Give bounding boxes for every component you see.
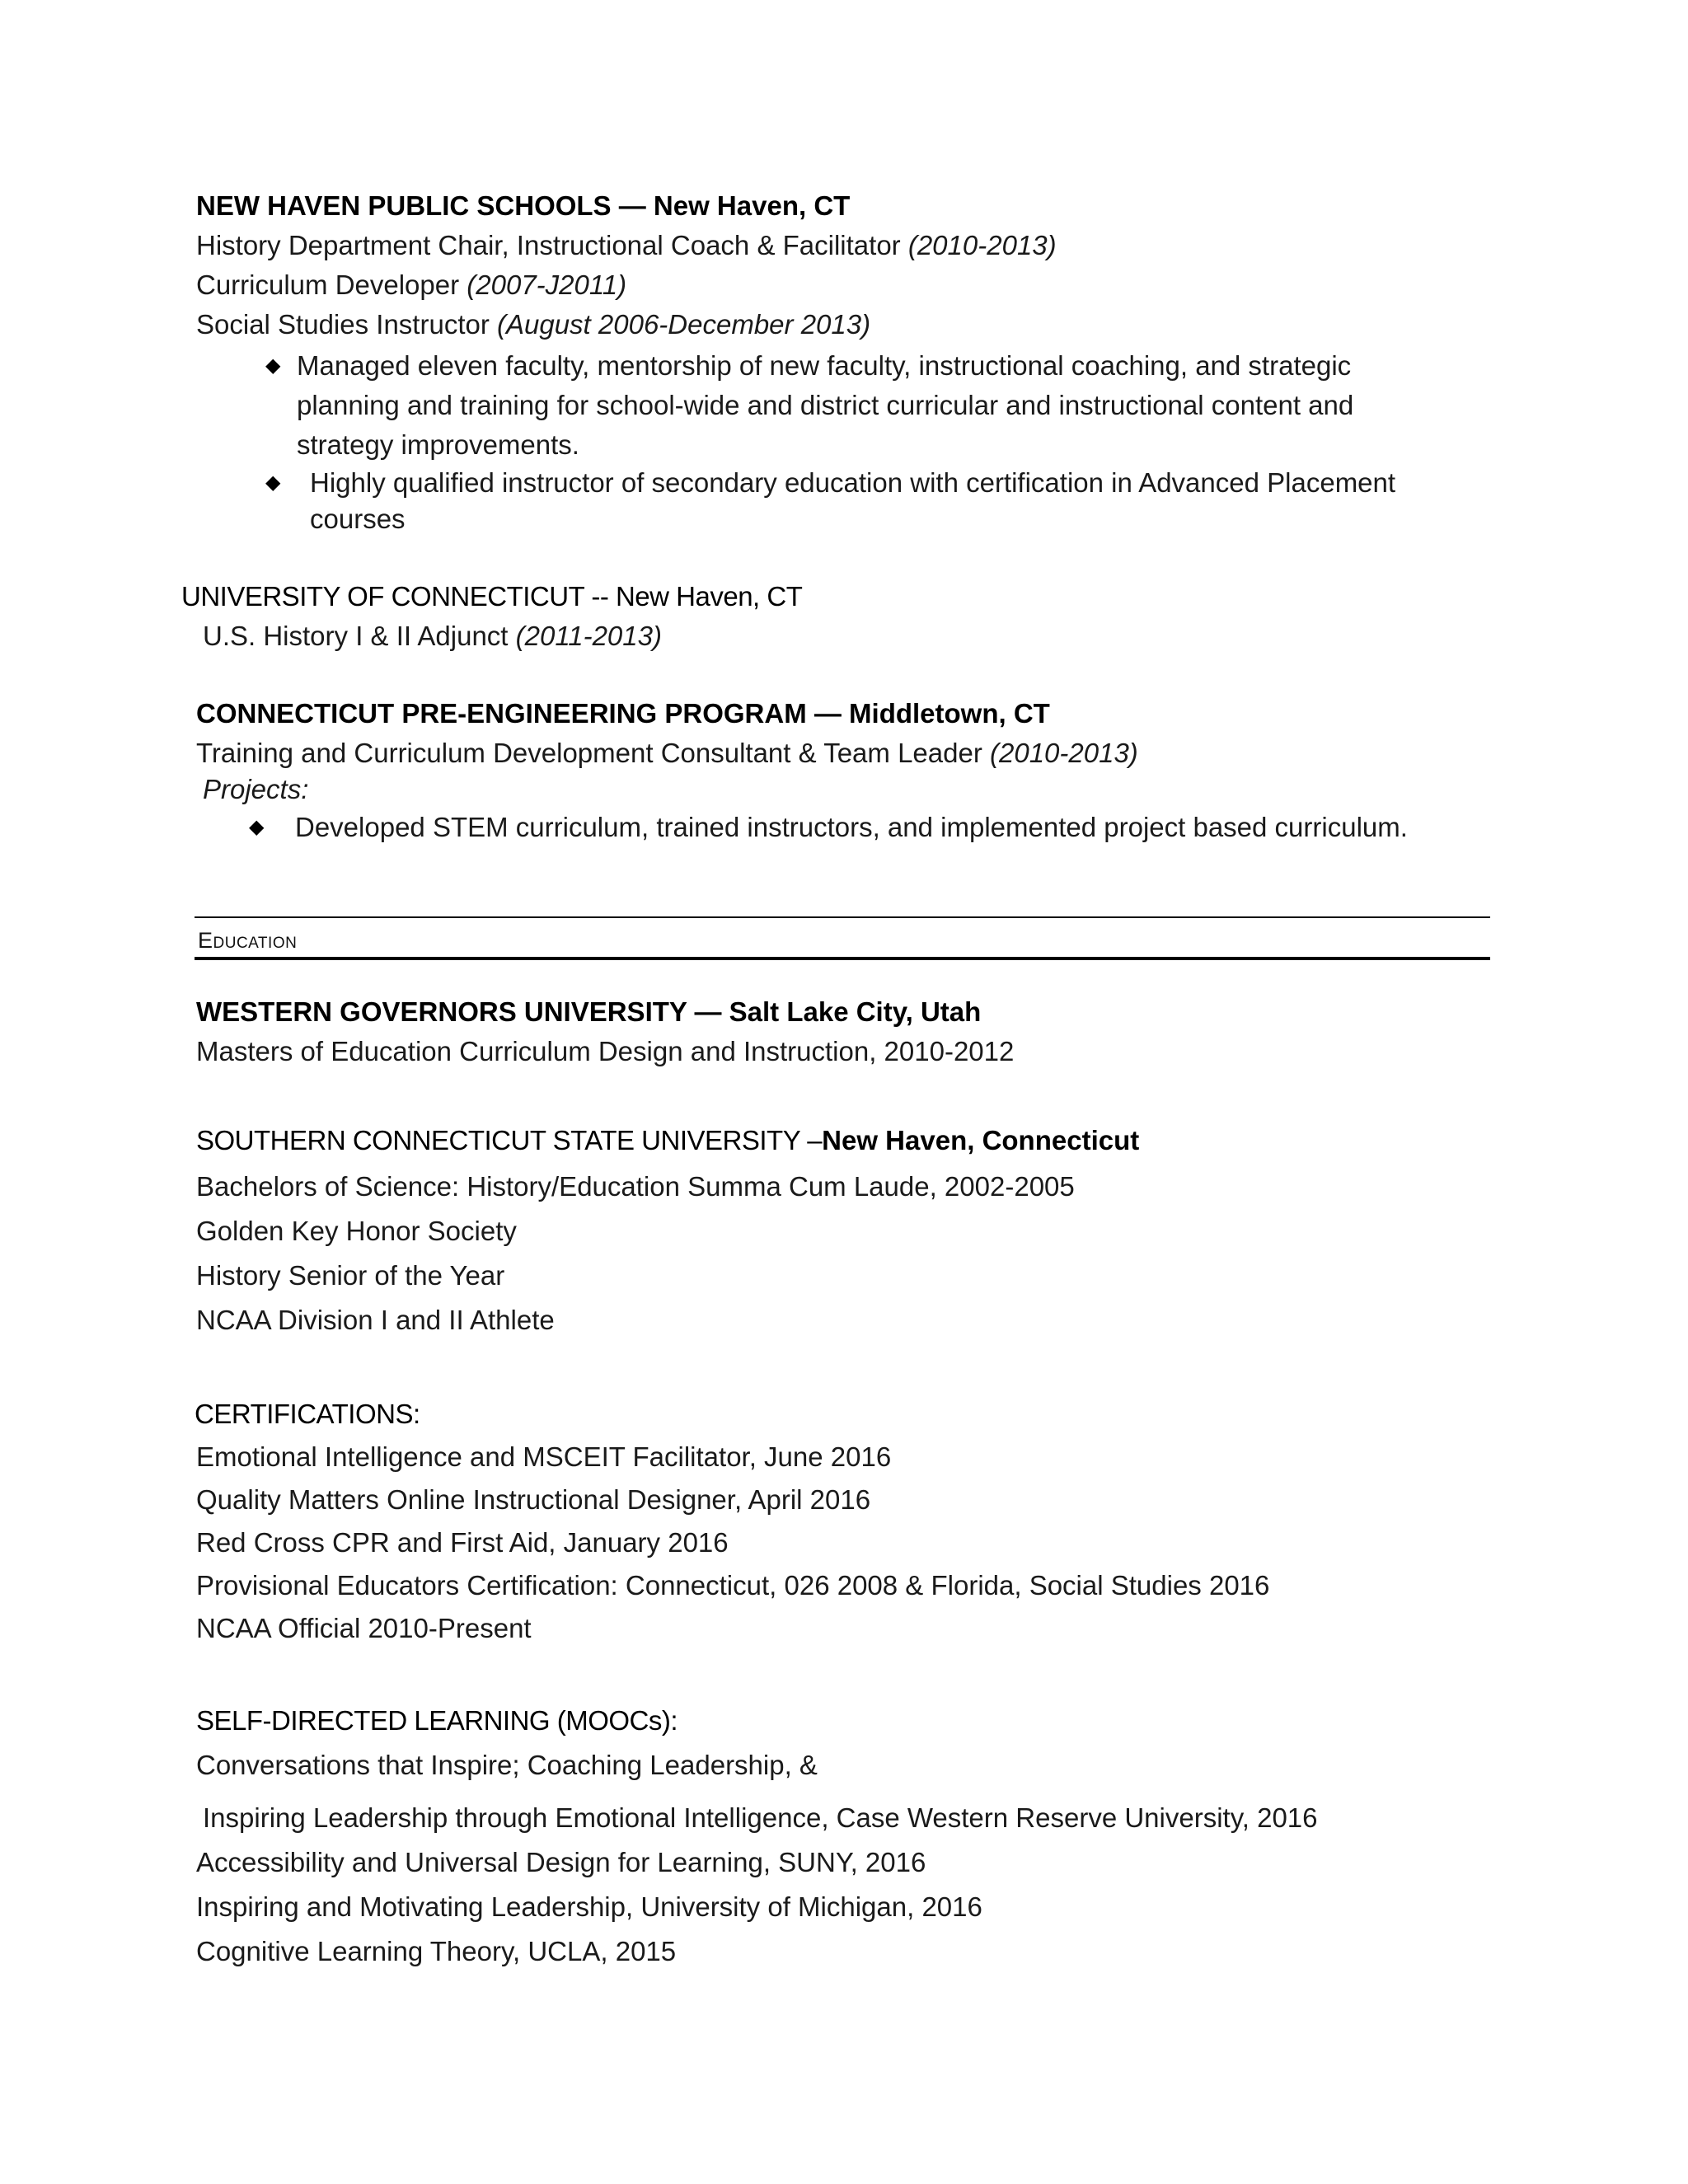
certification-item: NCAA Official 2010-Present — [196, 1613, 532, 1643]
scsu-heading-location: New Haven, Connecticut — [822, 1125, 1140, 1155]
nhps-bullet-1-line-2: planning and training for school-wide and district curricular and instructional content and — [297, 390, 1354, 420]
mooc-item: Inspiring Leadership through Emotional Intelligence, Case Western Reserve University, 2016 — [203, 1802, 1318, 1833]
certification-item: Emotional Intelligence and MSCEIT Facilitator, June 2016 — [196, 1441, 892, 1472]
scsu-heading — [196, 1124, 1139, 1157]
section-divider-top — [195, 916, 1490, 918]
nhps-role-instructor-title: Social Studies Instructor — [196, 309, 497, 340]
nhps-role-developer-dates: (2007-J2011) — [467, 269, 627, 300]
uconn-heading: UNIVERSITY OF CONNECTICUT -- New Haven, CT — [181, 581, 803, 612]
nhps-role-developer — [196, 269, 626, 302]
nhps-bullet-1-line-1: Managed eleven faculty, mentorship of new faculty, instructional coaching, and strategic — [297, 350, 1352, 381]
nhps-role-chair — [196, 229, 1057, 262]
scsu-line: History Senior of the Year — [196, 1260, 505, 1291]
nhps-role-chair-dates: (2010-2013) — [907, 230, 1057, 260]
scsu-line: Golden Key Honor Society — [196, 1216, 517, 1246]
certification-item: Quality Matters Online Instructional Designer, April 2016 — [196, 1484, 871, 1515]
cpep-role — [196, 737, 1138, 770]
scsu-line: NCAA Division I and II Athlete — [196, 1305, 555, 1335]
nhps-bullet-2-line-2: courses — [310, 504, 406, 534]
nhps-role-chair-title: History Department Chair, Instructional Coach & Facilitator — [196, 230, 908, 260]
nhps-bullet-1-line-3: strategy improvements. — [297, 429, 579, 460]
wgu-degree: Masters of Education Curriculum Design and Instruction, 2010-2012 — [196, 1036, 1015, 1066]
scsu-line: Bachelors of Science: History/Education Summa Cum Laude, 2002-2005 — [196, 1171, 1075, 1202]
cpep-role-dates: (2010-2013) — [990, 738, 1138, 768]
section-divider-bottom — [195, 957, 1490, 960]
cpep-projects-label: Projects: — [203, 774, 309, 804]
diamond-bullet-icon: ◆ — [249, 816, 265, 838]
uconn-role — [203, 620, 662, 653]
certification-item: Red Cross CPR and First Aid, January 2016 — [196, 1527, 729, 1558]
mooc-item: Cognitive Learning Theory, UCLA, 2015 — [196, 1936, 677, 1966]
uconn-role-title: U.S. History I & II Adjunct — [203, 621, 516, 651]
education-section-title: Education — [198, 928, 298, 953]
mooc-item: Inspiring and Motivating Leadership, University of Michigan, 2016 — [196, 1891, 982, 1922]
nhps-role-instructor-dates: (August 2006-December 2013) — [497, 309, 871, 340]
certification-item: Provisional Educators Certification: Connecticut, 026 2008 & Florida, Social Studies 2016 — [196, 1570, 1270, 1601]
diamond-bullet-icon: ◆ — [265, 354, 281, 377]
nhps-role-developer-title: Curriculum Developer — [196, 269, 467, 300]
scsu-heading-name: SOUTHERN CONNECTICUT STATE UNIVERSITY – — [196, 1125, 823, 1155]
certifications-heading: CERTIFICATIONS: — [195, 1399, 420, 1429]
cpep-heading: CONNECTICUT PRE-ENGINEERING PROGRAM — Middletown, CT — [196, 698, 1050, 729]
mooc-item: Conversations that Inspire; Coaching Leadership, & — [196, 1750, 818, 1780]
uconn-role-dates: (2011-2013) — [515, 621, 662, 651]
nhps-bullet-2-line-1: Highly qualified instructor of secondary education with certification in Advanced Placement — [310, 467, 1396, 498]
wgu-heading: WESTERN GOVERNORS UNIVERSITY — Salt Lake City, Utah — [196, 996, 982, 1027]
cpep-role-title: Training and Curriculum Development Consultant & Team Leader — [196, 738, 990, 768]
mooc-item: Accessibility and Universal Design for Learning, SUNY, 2016 — [196, 1847, 926, 1877]
nhps-heading: NEW HAVEN PUBLIC SCHOOLS — New Haven, CT — [196, 190, 851, 221]
self-directed-heading: SELF-DIRECTED LEARNING (MOOCs): — [196, 1705, 678, 1736]
nhps-role-instructor — [196, 308, 870, 341]
diamond-bullet-icon: ◆ — [265, 471, 281, 494]
cpep-bullet: Developed STEM curriculum, trained instructors, and implemented project based curriculum. — [295, 812, 1408, 842]
